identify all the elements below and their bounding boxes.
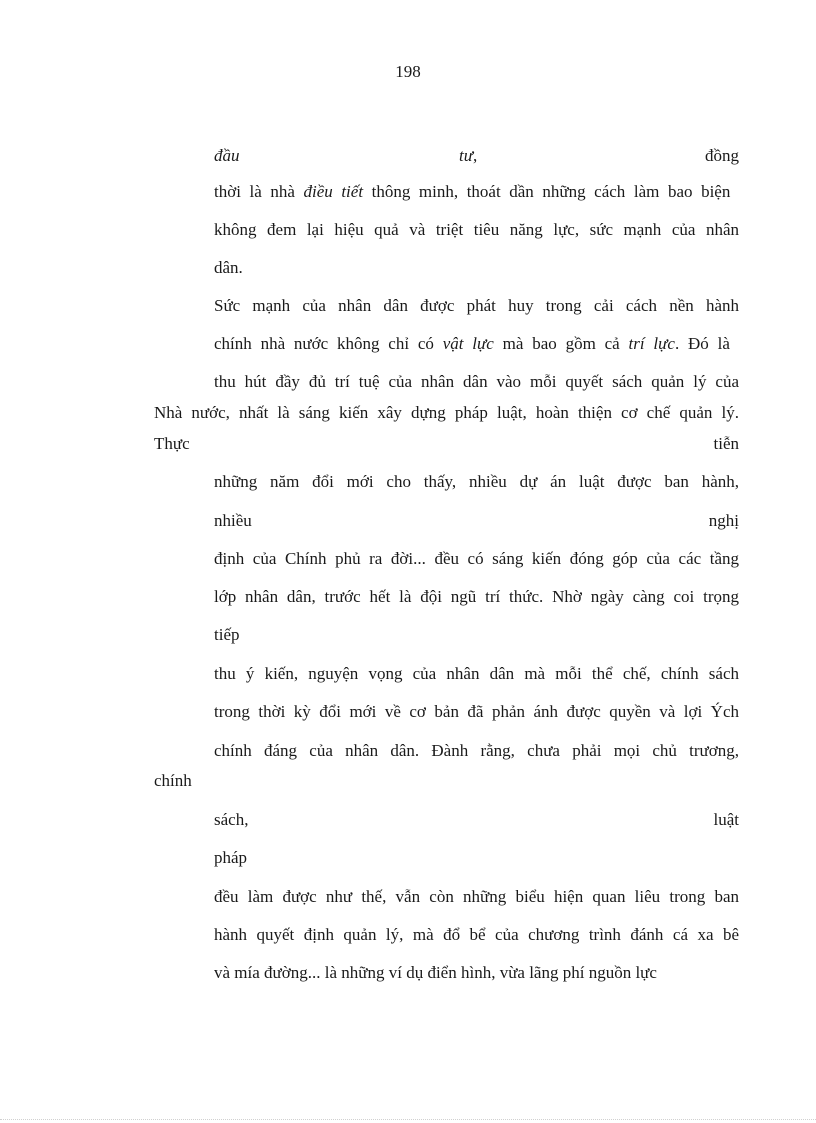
body-text: thông minh, thoát dần những cách làm bao biện <box>363 182 731 201</box>
body-line <box>214 332 739 356</box>
body-word: tư <box>459 146 473 165</box>
body-word: luật <box>713 810 739 829</box>
body-text: mà bao gồm cả <box>493 334 629 353</box>
body-line: định của Chính phủ ra đời... đều có sáng kiến đóng góp của các tầng <box>214 549 739 568</box>
body-line <box>214 180 739 204</box>
body-word: tiễn <box>713 434 739 453</box>
body-line: chính đáng của nhân dân. Đành rằng, chưa phải mọi chủ trương, <box>214 741 739 760</box>
body-word: , <box>473 146 478 165</box>
body-line <box>214 509 739 533</box>
body-line: pháp <box>214 848 248 867</box>
body-emphasis: trí lực <box>628 334 675 353</box>
body-line: tiếp <box>214 625 240 644</box>
body-line: dân. <box>214 258 243 277</box>
body-line: Nhà nước, nhất là sáng kiến xây dựng pháp luật, hoàn thiện cơ chế quản lý. <box>154 403 739 422</box>
body-line <box>154 432 739 456</box>
body-word: đồng <box>705 146 739 165</box>
body-line <box>214 808 739 832</box>
body-emphasis: điều tiết <box>303 182 364 201</box>
body-line <box>214 144 739 168</box>
body-text: thời là nhà <box>214 182 304 201</box>
body-line: chính <box>154 771 192 790</box>
body-line: những năm đổi mới cho thấy, nhiều dự án luật được ban hành, <box>214 472 739 491</box>
body-line: trong thời kỳ đổi mới về cơ bản đã phản ánh được quyền và lợi Ých <box>214 702 739 721</box>
body-word: đầu <box>214 146 240 165</box>
body-line: và mía đường... là những ví dụ điển hình, vừa lãng phí nguồn lực <box>214 963 657 982</box>
body-line: lớp nhân dân, trước hết là đội ngũ trí thức. Nhờ ngày càng coi trọng <box>214 587 739 606</box>
body-line: thu ý kiến, nguyện vọng của nhân dân mà mỗi thể chế, chính sách <box>214 664 739 683</box>
body-word: nghị <box>708 511 739 530</box>
body-word: sách, <box>214 810 249 829</box>
page-number: 198 <box>395 62 421 81</box>
body-line: hành quyết định quản lý, mà đổ bể của chương trình đánh cá xa bê <box>214 925 739 944</box>
body-text: . Đó là <box>674 334 730 353</box>
body-word: Thực <box>154 434 190 453</box>
body-line: đều làm được như thế, vẫn còn những biểu hiện quan liêu trong ban <box>214 887 739 906</box>
page-bottom-rule <box>0 1119 816 1120</box>
body-line: không đem lại hiệu quả và triệt tiêu năng lực, sức mạnh của nhân <box>214 220 739 239</box>
body-word: nhiều <box>214 511 252 530</box>
body-line: Sức mạnh của nhân dân được phát huy trong cải cách nền hành <box>214 296 739 315</box>
body-emphasis: vật lực <box>442 334 494 353</box>
body-line: thu hút đầy đủ trí tuệ của nhân dân vào mỗi quyết sách quản lý của <box>214 372 739 391</box>
body-text: chính nhà nước không chỉ có <box>214 334 443 353</box>
